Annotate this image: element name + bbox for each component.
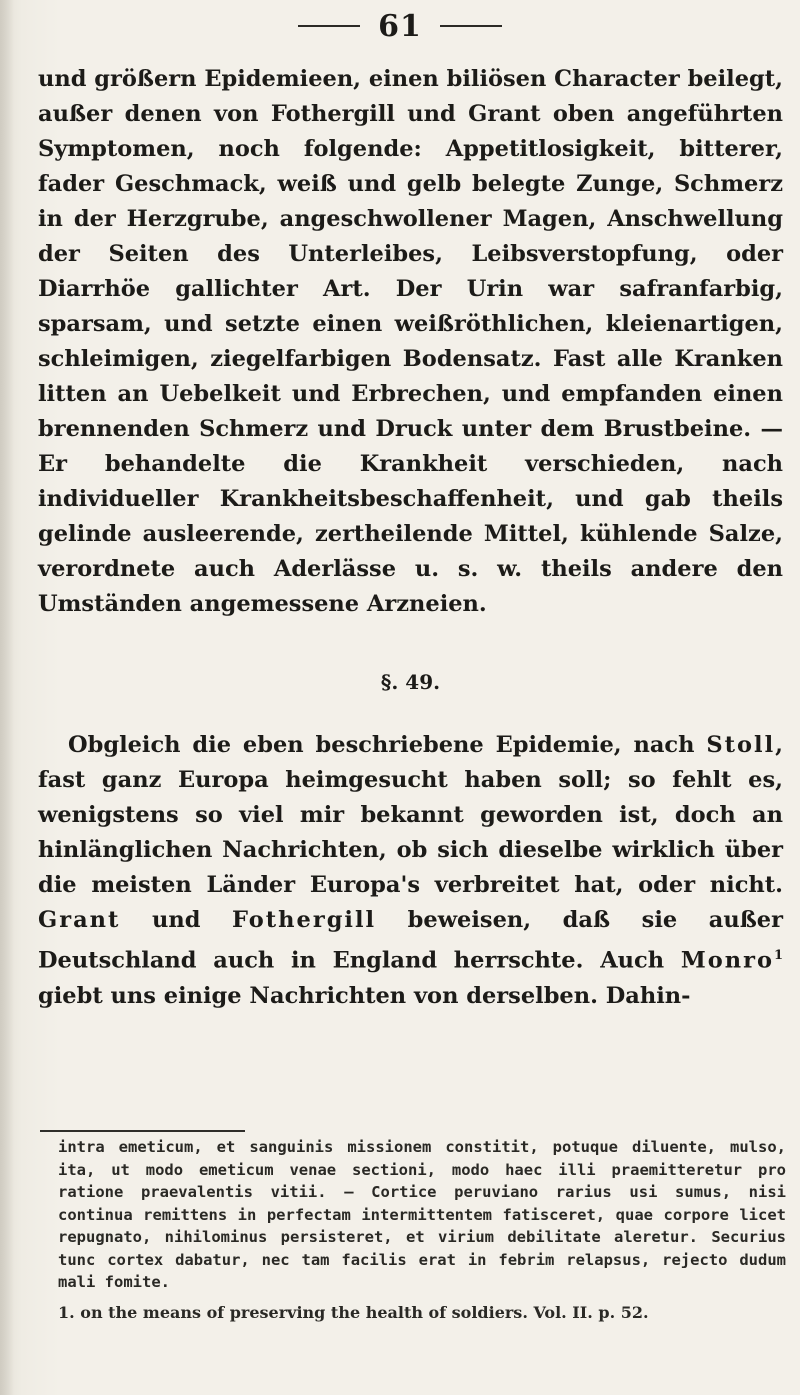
- paragraph-continued: und größern Epidemieen, einen biliösen Character beilegt, außer denen von Fothergill und Grant oben angeführten Symptomen, noch folgende: Appetitlosigkeit, bitterer, fader Geschmack, weiß und gelb belegte Zunge, Schmerz in der Herzgrube, angeschwollener Magen, Anschwellung der Seiten des Unterleibes, Leibsverstopfung, oder Diarrhöe gallichter Art. Der Urin war safranfarbig, sparsam, und setzte einen weißröthlichen, kleienartigen, schleimigen, ziegelfarbigen Bodensatz. Fast alle Kranken litten an Uebelkeit und Erbrechen, und empfanden einen brennenden Schmerz und Druck unter dem Brustbeine. — Er behandelte die Krankheit verschieden, nach individueller Krankheitsbeschaffenheit, und gab theils gelinde ausleerende, zertheilende Mittel, kühlende Salze, verordnete auch Aderlässe u. s. w. theils andere den Umständen angemessene Arzneien.: [38, 66, 783, 617]
- text-run: und: [151, 907, 201, 933]
- text-run: , fast ganz Europa heimgesucht haben soll; so fehlt es, wenigstens so viel mir bekannt geworden ist, doch an hinlänglichen Nachrichten, ob sich dieselbe wirklich über die meisten Länder Europa's verbreitet hat, oder nicht.: [38, 732, 783, 898]
- page-header: [0, 6, 800, 46]
- author-name-stoll: Stoll: [706, 732, 776, 758]
- author-name-monro: Monro: [680, 947, 774, 974]
- header-rule-left: [298, 25, 360, 27]
- paragraph-section-49: [38, 728, 783, 1014]
- header-rule-right: [440, 25, 502, 27]
- text-run: Obgleich die eben beschriebene Epidemie, nach: [68, 732, 695, 758]
- footnote-reference-marker: 1.: [58, 1302, 75, 1322]
- author-name-grant: Grant: [38, 907, 121, 933]
- footnote-reference-text: on the means of preserving the health of soldiers. Vol. II. p. 52.: [80, 1302, 649, 1322]
- author-name-fothergill: Fothergill: [232, 907, 377, 933]
- footnote-block: [58, 1136, 786, 1324]
- section-heading: §. 49.: [380, 670, 441, 694]
- main-text: [38, 62, 783, 1014]
- text-run: beweisen, daß sie außer Deutschland auch in England herrschte. Auch: [38, 907, 783, 974]
- page-number: 61: [378, 8, 422, 44]
- footnote-latin-text: intra emeticum, et sanguinis missionem constitit, potuque diluente, mulso, ita, ut modo emeticum venae sectioni, modo haec illi praemitteretur pro ratione praevalentis vitii. — Cortice peruviano rarius usi sumus, nisi continua remittens in perfectam intermittentem fatisceret, quae corpore licet repugnato, nihilominus persisteret, et virium debilitate aleretur. Securius tunc cortex dabatur, nec tam facilis erat in febrim relapsus, rejecto dudum mali fomite.: [58, 1138, 786, 1291]
- footnote-marker: 1: [773, 948, 783, 963]
- footnote-reference: [58, 1302, 786, 1325]
- binding-shadow: [0, 0, 14, 1395]
- footnote-separator: [40, 1130, 245, 1132]
- text-run: giebt uns einige Nachrichten von derselben. Dahin-: [38, 982, 691, 1009]
